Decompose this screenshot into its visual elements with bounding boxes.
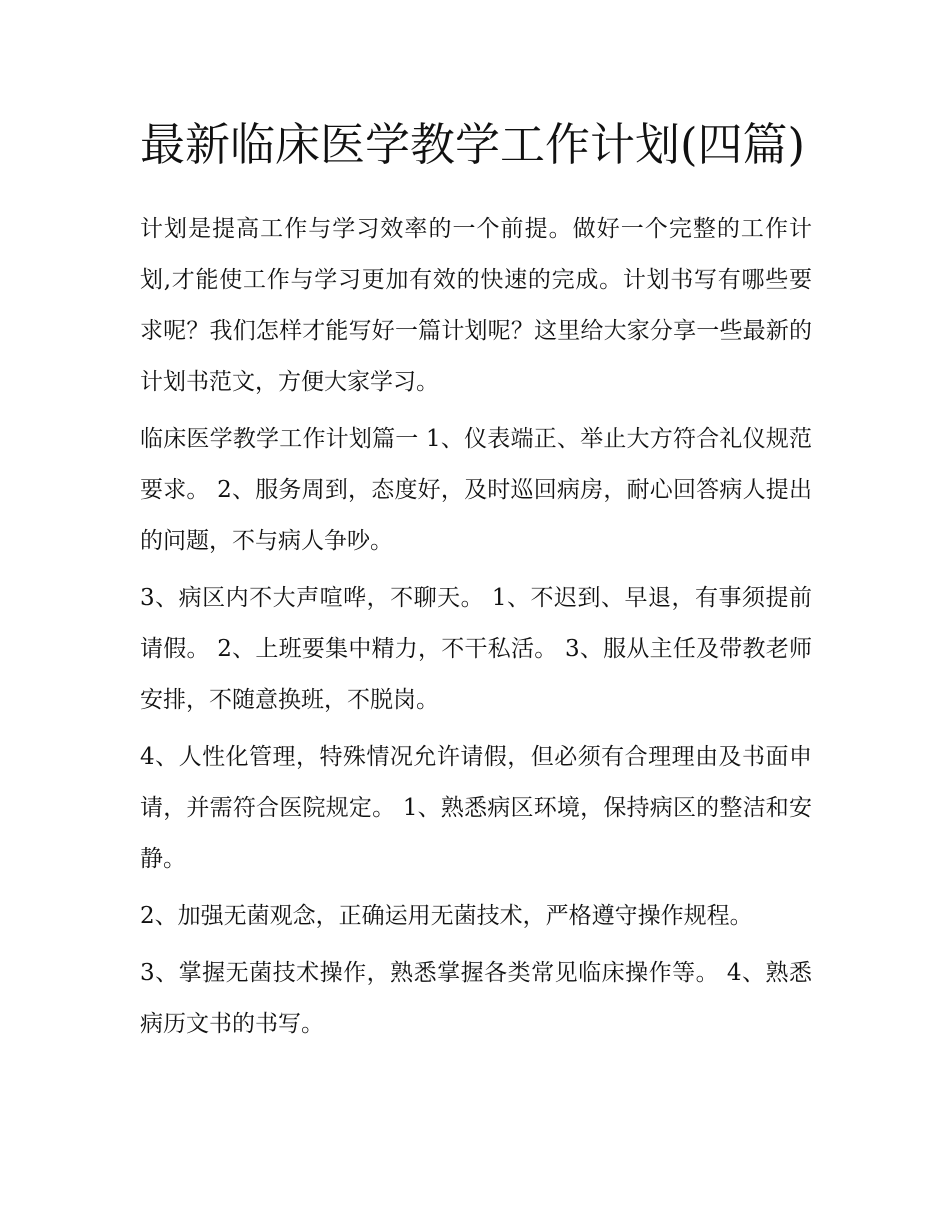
plan-part-one-paragraph: 临床医学教学工作计划篇一 1、仪表端正、举止大方符合礼仪规范要求。 2、服务周到，态度好，及时巡回病房，耐心回答病人提出的问题，不与病人争吵。 [140, 426, 812, 554]
skills-paragraph: 3、掌握无菌技术操作，熟悉掌握各类常见临床操作等。 4、熟悉病历文书的书写。 [140, 960, 812, 1037]
management-paragraph: 4、人性化管理，特殊情况允许请假，但必须有合理理由及书面申请，并需符合医院规定。 1、熟悉病区环境，保持病区的整洁和安静。 [140, 744, 812, 872]
discipline-paragraph: 3、病区内不大声喧哗，不聊天。 1、不迟到、早退，有事须提前请假。 2、上班要集中精力，不干私活。 3、服从主任及带教老师安排，不随意换班，不脱岗。 [140, 585, 812, 713]
document-title: 最新临床医学教学工作计划(四篇) [140, 118, 806, 171]
intro-paragraph: 计划是提高工作与学习效率的一个前提。做好一个完整的工作计划,才能使工作与学习更加有效的快速的完成。计划书写有哪些要求呢？我们怎样才能写好一篇计划呢？这里给大家分享一些最新的计划书范文，方便大家学习。 [140, 216, 812, 395]
aseptic-concept-paragraph: 2、加强无菌观念，正确运用无菌技术，严格遵守操作规程。 [140, 903, 753, 929]
document-body [140, 110, 812, 1056]
